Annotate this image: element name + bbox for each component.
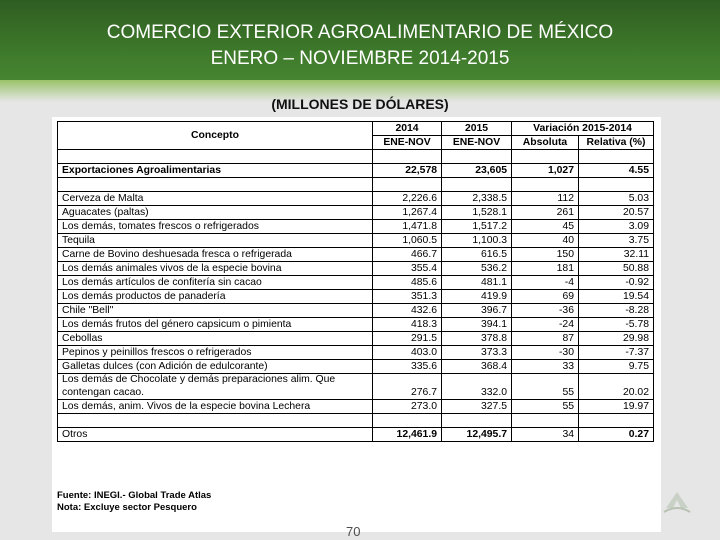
row-concepto: Otros [58,428,373,442]
row-concepto: Los demás, tomates frescos o refrigerados [58,220,373,234]
row-2015: 1,100.3 [442,234,512,248]
table-row [58,262,654,276]
row-2014: 432.6 [373,304,442,318]
row-absoluta: -36 [512,304,579,318]
row-concepto: Chile "Bell" [58,304,373,318]
row-relativa: 32.11 [579,248,654,262]
row-concepto: Los demás frutos del género capsicum o pimienta [58,318,373,332]
total-2014: 22,578 [373,164,442,178]
table-row [58,234,654,248]
row-2015: 419.9 [442,290,512,304]
row-2015: 1,517.2 [442,220,512,234]
row-absoluta: 181 [512,262,579,276]
row-2014: 403.0 [373,346,442,360]
row-relativa: 5.03 [579,192,654,206]
title-line-2: ENERO – NOVIEMBRE 2014-2015 [210,48,510,69]
header-2014-period: ENE-NOV [373,136,442,150]
row-relativa: 20.02 [579,374,654,400]
row-concepto: Galletas dulces (con Adición de edulcorante) [58,360,373,374]
table-row [58,346,654,360]
row-absoluta: 112 [512,192,579,206]
header-2014: 2014 [373,122,442,136]
row-absoluta: -24 [512,318,579,332]
row-relativa: 3.09 [579,220,654,234]
row-relativa: 19.54 [579,290,654,304]
row-2015: 378.8 [442,332,512,346]
row-2015: 332.0 [442,374,512,400]
row-2014: 466.7 [373,248,442,262]
table-row [58,318,654,332]
row-2014: 485.6 [373,276,442,290]
row-absoluta: 69 [512,290,579,304]
title-line-1: COMERCIO EXTERIOR AGROALIMENTARIO DE MÉXICO [106,22,614,43]
row-2015: 327.5 [442,400,512,414]
table-row [58,276,654,290]
row-relativa: 50.88 [579,262,654,276]
agency-logo-icon [660,490,694,518]
total-concepto: Exportaciones Agroalimentarias [58,164,373,178]
row-absoluta: 34 [512,428,579,442]
row-relativa: 29.98 [579,332,654,346]
row-relativa: 19.97 [579,400,654,414]
row-concepto-line1: Los demás de Chocolate y demás preparaciones alim. Que [62,374,336,385]
row-relativa: -5.78 [579,318,654,332]
page-number: 70 [346,524,361,539]
header-2015-period: ENE-NOV [442,136,512,150]
row-concepto: Los demás productos de panadería [58,290,373,304]
row-concepto: Los demás artículos de confitería sin cacao [58,276,373,290]
row-2014: 273.0 [373,400,442,414]
row-2015: 536.2 [442,262,512,276]
row-concepto: Carne de Bovino deshuesada fresca o refrigerada [58,248,373,262]
row-2014: 2,226.6 [373,192,442,206]
row-2015: 373.3 [442,346,512,360]
row-2014: 418.3 [373,318,442,332]
page-subtitle: (MILLONES DE DÓLARES) [271,96,449,112]
blank-row [58,150,654,164]
table-footer [57,490,211,514]
row-2014: 351.3 [373,290,442,304]
row-concepto: Los demás, anim. Vivos de la especie bovina Lechera [58,400,373,414]
row-2014: 1,471.8 [373,220,442,234]
row-relativa: 0.27 [579,428,654,442]
row-absoluta: 150 [512,248,579,262]
blank-row [58,414,654,428]
row-concepto: Cerveza de Malta [58,192,373,206]
total-absoluta: 1,027 [512,164,579,178]
total-row [58,164,654,178]
row-concepto: Los demás animales vivos de la especie bovina [58,262,373,276]
page-title [0,20,720,72]
row-2015: 2,338.5 [442,192,512,206]
row-concepto [58,374,373,400]
table-row-lechera [58,400,654,414]
row-2014: 1,060.5 [373,234,442,248]
row-relativa: 20.57 [579,206,654,220]
table-row [58,220,654,234]
row-absoluta: 45 [512,220,579,234]
row-absoluta: 55 [512,400,579,414]
row-concepto: Pepinos y peinillos frescos o refrigerados [58,346,373,360]
header-row-1 [58,122,654,136]
product-rows [58,192,654,374]
row-absoluta: 55 [512,374,579,400]
row-absoluta: -4 [512,276,579,290]
row-2014: 291.5 [373,332,442,346]
row-concepto: Cebollas [58,332,373,346]
blank-row [58,178,654,192]
exclusion-note: Nota: Excluye sector Pesquero [57,502,197,513]
row-relativa: -0.92 [579,276,654,290]
row-2014: 355.4 [373,262,442,276]
header-variacion: Variación 2015-2014 [512,122,654,136]
row-2015: 396.7 [442,304,512,318]
source-note: Fuente: INEGI.- Global Trade Atlas [57,490,212,501]
row-2015: 481.1 [442,276,512,290]
row-2014: 335.6 [373,360,442,374]
header-concepto: Concepto [58,122,373,150]
table-row [58,304,654,318]
row-2015: 12,495.7 [442,428,512,442]
row-concepto: Aguacates (paltas) [58,206,373,220]
export-table [57,121,654,442]
row-2015: 616.5 [442,248,512,262]
table-row [58,248,654,262]
row-absoluta: -30 [512,346,579,360]
header-relativa: Relativa (%) [579,136,654,150]
row-concepto-line2: contengan cacao. [62,386,145,398]
table-row [58,290,654,304]
row-absoluta: 261 [512,206,579,220]
row-relativa: -8.28 [579,304,654,318]
row-relativa: 3.75 [579,234,654,248]
total-relativa: 4.55 [579,164,654,178]
row-concepto: Tequila [58,234,373,248]
table-row [58,192,654,206]
row-absoluta: 33 [512,360,579,374]
table-row [58,332,654,346]
table-row [58,206,654,220]
header-2015: 2015 [442,122,512,136]
row-2014: 1,267.4 [373,206,442,220]
total-2015: 23,605 [442,164,512,178]
row-2015: 1,528.1 [442,206,512,220]
row-2014: 276.7 [373,374,442,400]
spreadsheet-image [52,117,661,532]
row-relativa: 9.75 [579,360,654,374]
row-2015: 394.1 [442,318,512,332]
row-2015: 368.4 [442,360,512,374]
row-relativa: -7.37 [579,346,654,360]
table-row-chocolate [58,374,654,400]
row-absoluta: 40 [512,234,579,248]
row-absoluta: 87 [512,332,579,346]
table-row-otros [58,428,654,442]
header-absoluta: Absoluta [512,136,579,150]
row-2014: 12,461.9 [373,428,442,442]
table-row [58,360,654,374]
